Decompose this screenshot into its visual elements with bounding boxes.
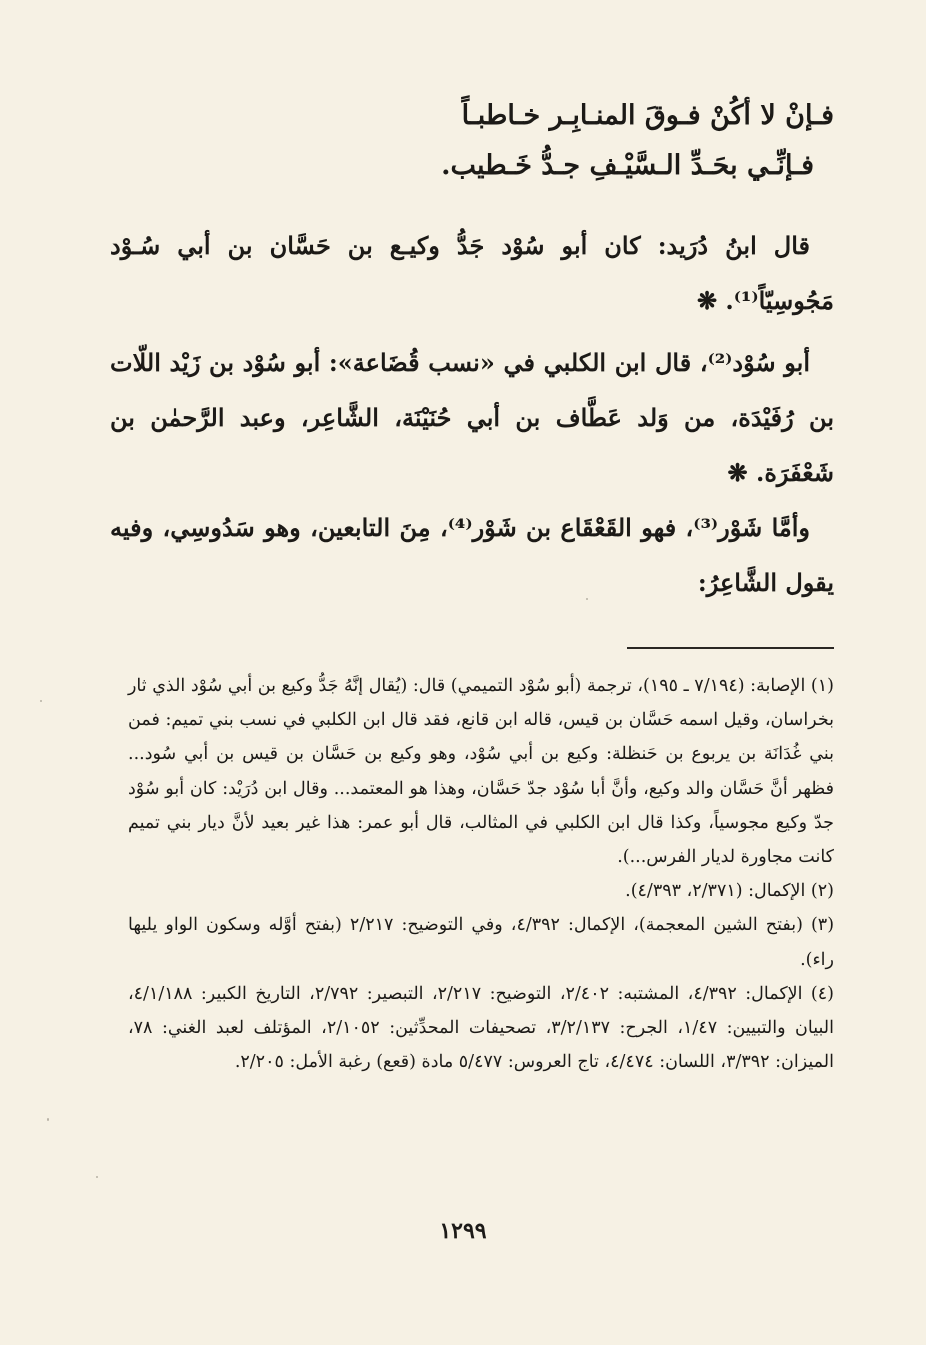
poem-line-1: فـإنْ لا أكُنْ فـوقَ المنـابِـر خـاطبـاً [461, 100, 834, 131]
paragraph-abu-sud-kalbi [110, 335, 834, 500]
paper-speck [586, 598, 588, 600]
paragraph-abu-sud-ibn-durayd [110, 218, 834, 328]
paragraph-shawr [110, 500, 834, 610]
footnote-4: (٤) الإكمال: ٤/٣٩٢، المشتبه: ٢/٤٠٢، التوضيح: ٢/٢١٧، التبصير: ٢/٧٩٢، التاريخ الكبير: ٤/١/١٨٨، البيان والتبيين: ١/٤٧، الجرح: ٣/٢/١٣٧، تصحيفات المحدِّثين: ٢/١٠٥٢، المؤتلف لعبد الغني: ٧٨، الميزان: ٣/٣٩٢، اللسان: ٤/٤٧٤، تاج العروس: ٥/٤٧٧ مادة (قعع) رغبة الأمل: ٢/٢٠٥. [128, 983, 834, 1073]
poem-line-2: فـإنِّـي بحَـدِّ الـسَّيْـفِ جـدُّ خَـطيب. [441, 150, 814, 181]
footnotes [128, 669, 834, 1079]
page-number: ١٢٩٩ [439, 1218, 487, 1244]
paper-speck [96, 1176, 98, 1178]
footnote-separator [627, 647, 834, 649]
paragraph-text: أبو سُوْد⁽²⁾، قال ابن الكلبي في «نسب قُضَاعة»: أبو سُوْد بن زَيْد اللّات بن رُفَيْدَة، من وَلد عَطَّاف بن أبي حُنَيْنَة، الشَّاعِر، وعبد الرَّحمٰن بن شَعْفَرَة. ❋ [110, 348, 835, 487]
footnote-3: (٣) (بفتح الشين المعجمة)، الإكمال: ٤/٣٩٢، وفي التوضيح: ٢/٢١٧ (بفتح أوَّله وسكون الواو يليها راء). [128, 915, 835, 970]
paragraph-text: قال ابنُ دُرَيد: كان أبو سُوْد جَدُّ وكيـع بن حَسَّان بن أبي سُـوْد مَجُوسِيّاً⁽¹⁾. ❋ [110, 231, 834, 315]
footnote-2: (٢) الإكمال: (٢/٣٧١، ٤/٣٩٣). [625, 881, 834, 902]
paragraph-text: وأمَّا شَوْر⁽³⁾، فهو القَعْقَاع بن شَوْر⁽⁴⁾، مِنَ التابعين، وهو سَدُوسِي، وفيه يقول الشَّاعِرُ: [110, 513, 834, 597]
footnote-1: (١) الإصابة: (٧/١٩٤ ـ ١٩٥)، ترجمة (أبو سُوْد التميمي) قال: (يُقال إنَّهُ جَدُّ وكيع بن أبي سُوْد الذي ثار بخراسان، وقيل اسمه حَسَّان بن قيس، قاله ابن قانع، فقد قال ابن الكلبي في نسب بني تميم: فمن بني غُدَانَة بن يربوع بن حَنظلة: وكيع بن أبي سُوْد، وهو وكيع بن حَسَّان بن قيس بن أبي سُود... فظهر أنَّ حَسَّان والد وكيع، وأنَّ أبا سُوْد جدّ حَسَّان، وهذا هو المعتمد... وقال ابن دُرَيْد: كان أبو سُوْد جدّ وكيع مجوسياً، وكذا قال ابن الكلبي في المثالب، قال أبو عمر: هذا غير بعيد لأنَّ ديار بني تميم كانت مجاورة لديار الفرس...). [127, 676, 834, 868]
paper-speck [40, 700, 42, 702]
paper-speck [47, 1118, 49, 1121]
